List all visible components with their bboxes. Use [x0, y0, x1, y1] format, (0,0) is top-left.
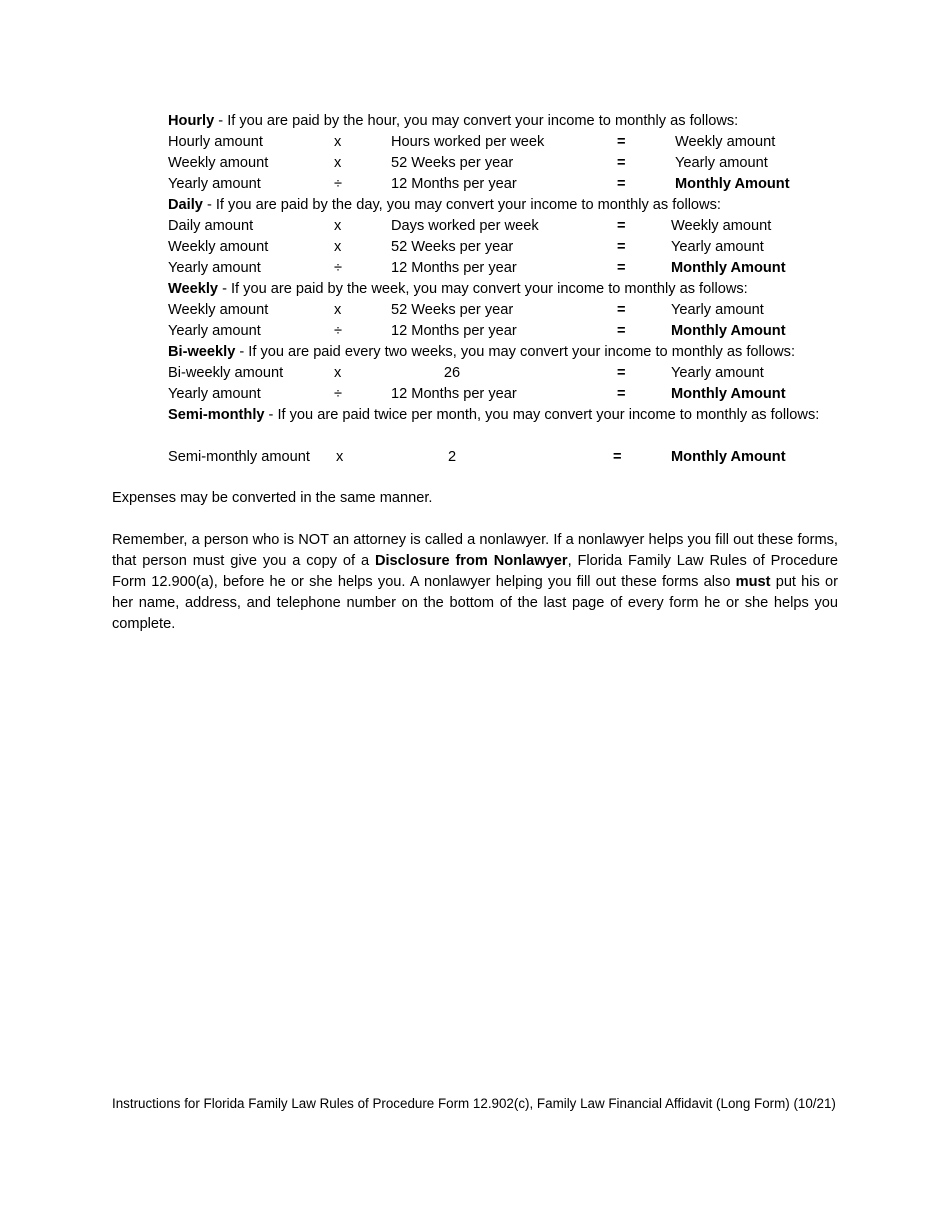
operator-cell: x [334, 218, 342, 234]
operator-cell: x [334, 365, 342, 381]
result-cell: Yearly amount [671, 365, 764, 381]
equals-cell: = [617, 302, 626, 318]
factor-cell: 52 Weeks per year [391, 239, 514, 255]
amount-cell: Yearly amount [168, 323, 261, 339]
factor-cell: 12 Months per year [391, 323, 517, 339]
operator-cell: x [334, 155, 342, 171]
amount-cell: Yearly amount [168, 176, 261, 192]
nonlawyer-text: Remember, a person who is NOT an attorney is called a nonlawyer. If a nonlawyer helps you fill out these forms, that person must give you a copy of a [112, 532, 838, 569]
factor-cell: 26 [443, 365, 461, 381]
result-cell: Weekly amount [671, 218, 772, 234]
equals-cell: = [617, 134, 626, 150]
amount-cell: Hourly amount [168, 134, 263, 150]
conversion-row [0, 447, 950, 468]
section-heading-bi-weekly [168, 342, 840, 363]
operator-cell: ÷ [334, 386, 343, 402]
result-cell: Monthly Amount [671, 323, 786, 339]
equals-cell: = [617, 323, 626, 339]
section-description: - If you are paid twice per month, you may convert your income to monthly as follows: [264, 407, 820, 423]
result-cell: Weekly amount [675, 134, 776, 150]
factor-cell: 52 Weeks per year [391, 155, 514, 171]
result-cell: Monthly Amount [671, 260, 786, 276]
factor-cell: 2 [447, 449, 457, 465]
expenses-note: Expenses may be converted in the same manner. [112, 490, 433, 506]
conversion-row [0, 174, 950, 195]
conversion-row [0, 132, 950, 153]
equals-cell: = [617, 239, 626, 255]
factor-cell: 12 Months per year [391, 386, 517, 402]
nonlawyer-text: put his or her name, address, and telephone number on the bottom of the last page of every form he or she helps you complete. [112, 574, 838, 632]
amount-cell: Weekly amount [168, 155, 269, 171]
equals-cell: = [617, 155, 626, 171]
result-cell: Monthly Amount [671, 449, 786, 465]
amount-cell: Semi-monthly amount [168, 449, 310, 465]
equals-cell: = [617, 260, 626, 276]
conversion-row [0, 300, 950, 321]
factor-cell: 52 Weeks per year [391, 302, 514, 318]
conversion-row [0, 258, 950, 279]
result-cell: Monthly Amount [671, 386, 786, 402]
conversion-row [0, 321, 950, 342]
conversion-row [0, 153, 950, 174]
equals-cell: = [613, 449, 622, 465]
section-title: Bi-weekly [168, 344, 236, 360]
equals-cell: = [617, 218, 626, 234]
amount-cell: Bi-weekly amount [168, 365, 284, 381]
section-title: Hourly [168, 113, 215, 129]
section-title: Daily [168, 197, 203, 213]
result-cell: Monthly Amount [675, 176, 790, 192]
section-heading-daily [168, 195, 840, 216]
nonlawyer-paragraph [112, 530, 838, 635]
must-emphasis: must [735, 574, 771, 590]
equals-cell: = [617, 386, 626, 402]
operator-cell: x [334, 239, 342, 255]
section-heading-hourly [168, 111, 840, 132]
section-heading-semi-monthly [168, 405, 840, 426]
disclosure-form-name: Disclosure from Nonlawyer [374, 553, 568, 569]
result-cell: Yearly amount [675, 155, 768, 171]
conversion-row [0, 363, 950, 384]
operator-cell: x [336, 449, 344, 465]
section-title: Semi-monthly [168, 407, 265, 423]
operator-cell: ÷ [334, 323, 343, 339]
operator-cell: x [334, 302, 342, 318]
section-description: - If you are paid by the day, you may convert your income to monthly as follows: [202, 197, 721, 213]
amount-cell: Yearly amount [168, 386, 261, 402]
section-description: - If you are paid every two weeks, you may convert your income to monthly as follows: [235, 344, 795, 360]
section-description: - If you are paid by the hour, you may convert your income to monthly as follows: [214, 113, 739, 129]
operator-cell: ÷ [334, 176, 343, 192]
factor-cell: Days worked per week [391, 218, 539, 234]
operator-cell: ÷ [334, 260, 343, 276]
page-footer: Instructions for Florida Family Law Rules of Procedure Form 12.902(c), Family Law Financial Affidavit (Long Form) (10/21) [112, 1096, 836, 1111]
amount-cell: Daily amount [168, 218, 254, 234]
operator-cell: x [334, 134, 342, 150]
conversion-row [0, 384, 950, 405]
result-cell: Yearly amount [671, 302, 764, 318]
factor-cell: 12 Months per year [391, 260, 517, 276]
amount-cell: Yearly amount [168, 260, 261, 276]
section-title: Weekly [168, 281, 219, 297]
result-cell: Yearly amount [671, 239, 764, 255]
equals-cell: = [617, 176, 626, 192]
equals-cell: = [617, 365, 626, 381]
conversion-row [0, 237, 950, 258]
section-heading-weekly [168, 279, 840, 300]
nonlawyer-text: , Florida Family Law Rules of Procedure Form 12.900(a), before he or she helps you. A nonlawyer helping you fill out these forms also [112, 553, 838, 590]
conversion-row [0, 216, 950, 237]
amount-cell: Weekly amount [168, 302, 269, 318]
factor-cell: Hours worked per week [391, 134, 545, 150]
amount-cell: Weekly amount [168, 239, 269, 255]
section-description: - If you are paid by the week, you may convert your income to monthly as follows: [218, 281, 748, 297]
factor-cell: 12 Months per year [391, 176, 517, 192]
